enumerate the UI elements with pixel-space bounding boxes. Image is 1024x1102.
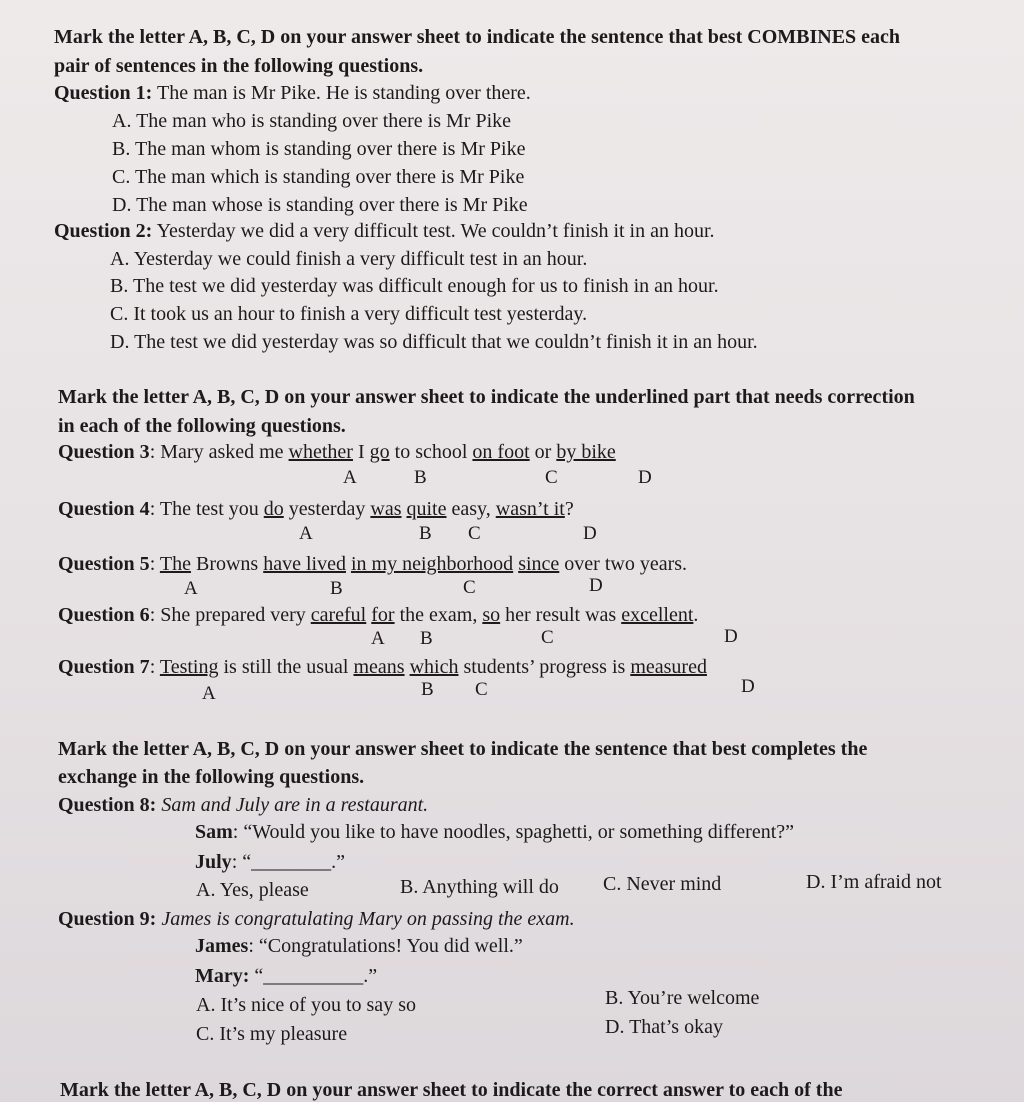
q5-letter-b: B — [330, 578, 343, 599]
q6-part-a: careful — [310, 604, 367, 626]
q6-text: the exam, — [394, 604, 483, 626]
q3-part-a: whether — [288, 441, 353, 463]
q6-text: : She prepared very — [149, 604, 311, 626]
q9-james-text: : “Congratulations! You did well.” — [248, 935, 523, 957]
question-4 — [58, 497, 574, 521]
question-3-label: Question 3 — [58, 441, 150, 463]
q4-letter-d: D — [583, 523, 597, 544]
q3-letter-b: B — [414, 467, 427, 488]
q3-part-d: by bike — [556, 441, 616, 463]
q6-letter-d: D — [724, 626, 738, 647]
q8-option-b: B. Anything will do — [400, 876, 559, 898]
question-1-text: The man is Mr Pike. He is standing over there. — [156, 82, 531, 104]
q9-option-d: D. That’s okay — [605, 1016, 723, 1038]
question-8 — [58, 793, 428, 817]
q7-letter-a: A — [202, 683, 216, 704]
question-6 — [58, 603, 698, 627]
q2-option-a: A. Yesterday we could finish a very difficult test in an hour. — [110, 248, 588, 270]
q9-option-c: C. It’s my pleasure — [196, 1023, 348, 1045]
question-9 — [58, 907, 575, 931]
q9-mary-blank: “__________.” — [249, 965, 378, 987]
q5-letter-a: A — [184, 578, 198, 599]
q6-part-d: excellent — [621, 604, 694, 626]
section3-heading-line2: exchange in the following questions. — [58, 766, 365, 788]
q4-text: : The test you — [149, 498, 264, 520]
q1-option-c: C. The man which is standing over there is Mr Pike — [112, 166, 525, 188]
q5-text: Browns — [190, 553, 264, 575]
q7-letter-b: B — [421, 679, 434, 700]
q3-letter-a: A — [343, 467, 357, 488]
q8-sam-line — [195, 820, 794, 844]
q3-text: or — [529, 441, 557, 463]
q1-option-d: D. The man whose is standing over there is Mr Pike — [112, 194, 528, 216]
question-9-label: Question 9: — [58, 908, 157, 930]
q7-part-b: means — [353, 656, 405, 678]
q5-part-b: have lived — [263, 553, 346, 575]
q9-james-line — [195, 934, 523, 958]
q6-letter-c: C — [541, 627, 554, 648]
q7-part-d: measured — [630, 656, 707, 678]
q3-part-c: on foot — [472, 441, 530, 463]
q7-letter-d: D — [741, 676, 755, 697]
q8-option-c: C. Never mind — [603, 873, 722, 895]
q3-part-b: go — [369, 441, 390, 463]
q5-text: : — [149, 553, 160, 575]
question-1-label: Question 1: — [54, 82, 153, 104]
q6-text: her result was — [500, 604, 622, 626]
q4-letter-b: B — [419, 523, 432, 544]
q8-option-a: A. Yes, please — [196, 879, 309, 901]
q6-text: . — [693, 604, 699, 626]
q5-text: over two years. — [559, 553, 688, 575]
q5-letter-d: D — [589, 575, 603, 596]
question-9-context: James is congratulating Mary on passing the exam. — [161, 908, 575, 930]
question-5 — [58, 552, 687, 576]
q4-text: easy, — [446, 498, 496, 520]
q3-text: I — [352, 441, 370, 463]
question-7-label: Question 7 — [58, 656, 150, 678]
q7-part-a: Testing — [159, 656, 219, 678]
q8-option-d: D. I’m afraid not — [806, 871, 942, 893]
q5-part-a: The — [159, 553, 191, 575]
q3-letter-d: D — [638, 467, 652, 488]
q8-speaker-sam: Sam — [195, 821, 233, 843]
q3-text: to school — [389, 441, 473, 463]
q2-option-c: C. It took us an hour to finish a very difficult test yesterday. — [110, 303, 588, 325]
q6-part-c: so — [482, 604, 501, 626]
section2-heading-line1: Mark the letter A, B, C, D on your answer sheet to indicate the underlined part that needs correction — [58, 386, 915, 408]
question-2 — [54, 219, 715, 243]
question-6-label: Question 6 — [58, 604, 150, 626]
q7-text: : — [149, 656, 160, 678]
q8-july-blank: : “________.” — [231, 851, 345, 873]
q8-speaker-july: July — [195, 851, 232, 873]
q6-letter-a: A — [371, 628, 385, 649]
q4-part-c: quite — [406, 498, 447, 520]
section1-heading-line2: pair of sentences in the following questions. — [54, 55, 424, 77]
q7-letter-c: C — [475, 679, 488, 700]
q4-text: yesterday — [283, 498, 371, 520]
q3-text: : Mary asked me — [149, 441, 289, 463]
question-2-text: Yesterday we did a very difficult test. We couldn’t finish it in an hour. — [156, 220, 715, 242]
q1-option-a: A. The man who is standing over there is Mr Pike — [112, 110, 512, 132]
question-4-label: Question 4 — [58, 498, 150, 520]
q7-part-c: which — [409, 656, 459, 678]
q4-part-d: wasn’t it — [495, 498, 565, 520]
q2-option-d: D. The test we did yesterday was so difficult that we couldn’t finish it in an hour. — [110, 331, 758, 353]
q4-text: ? — [564, 498, 574, 520]
q8-sam-text: : “Would you like to have noodles, spaghetti, or something different?” — [232, 821, 795, 843]
q9-option-a: A. It’s nice of you to say so — [196, 994, 416, 1016]
question-8-label: Question 8: — [58, 794, 157, 816]
q1-option-b: B. The man whom is standing over there is Mr Pike — [112, 138, 526, 160]
q5-letter-c: C — [463, 577, 476, 598]
q7-text: is still the usual — [218, 656, 354, 678]
q4-letter-c: C — [468, 523, 481, 544]
q9-option-b: B. You’re welcome — [605, 987, 760, 1009]
q9-speaker-james: James — [195, 935, 249, 957]
question-7 — [58, 655, 707, 679]
q3-letter-c: C — [545, 467, 558, 488]
q8-july-line — [195, 850, 345, 874]
q4-part-a: do — [263, 498, 284, 520]
question-1 — [54, 81, 531, 105]
q5-part-c: in my neighborhood — [350, 553, 514, 575]
q9-speaker-mary: Mary: — [195, 965, 250, 987]
q4-part-b: was — [370, 498, 402, 520]
q7-text: students’ progress is — [458, 656, 631, 678]
q2-option-b: B. The test we did yesterday was difficult enough for us to finish in an hour. — [110, 275, 719, 297]
q9-mary-line — [195, 964, 377, 988]
question-2-label: Question 2: — [54, 220, 153, 242]
section4-heading-line1: Mark the letter A, B, C, D on your answer sheet to indicate the correct answer to each of the — [60, 1079, 843, 1101]
q4-letter-a: A — [299, 523, 313, 544]
q5-part-d: since — [518, 553, 560, 575]
question-3 — [58, 440, 616, 464]
q6-part-b: for — [371, 604, 395, 626]
question-5-label: Question 5 — [58, 553, 150, 575]
section2-heading-line2: in each of the following questions. — [58, 415, 346, 437]
section3-heading-line1: Mark the letter A, B, C, D on your answer sheet to indicate the sentence that best completes the — [58, 738, 868, 760]
q6-letter-b: B — [420, 628, 433, 649]
question-8-context: Sam and July are in a restaurant. — [161, 794, 429, 816]
section1-heading-line1: Mark the letter A, B, C, D on your answer sheet to indicate the sentence that best COMBINES each — [54, 26, 901, 48]
